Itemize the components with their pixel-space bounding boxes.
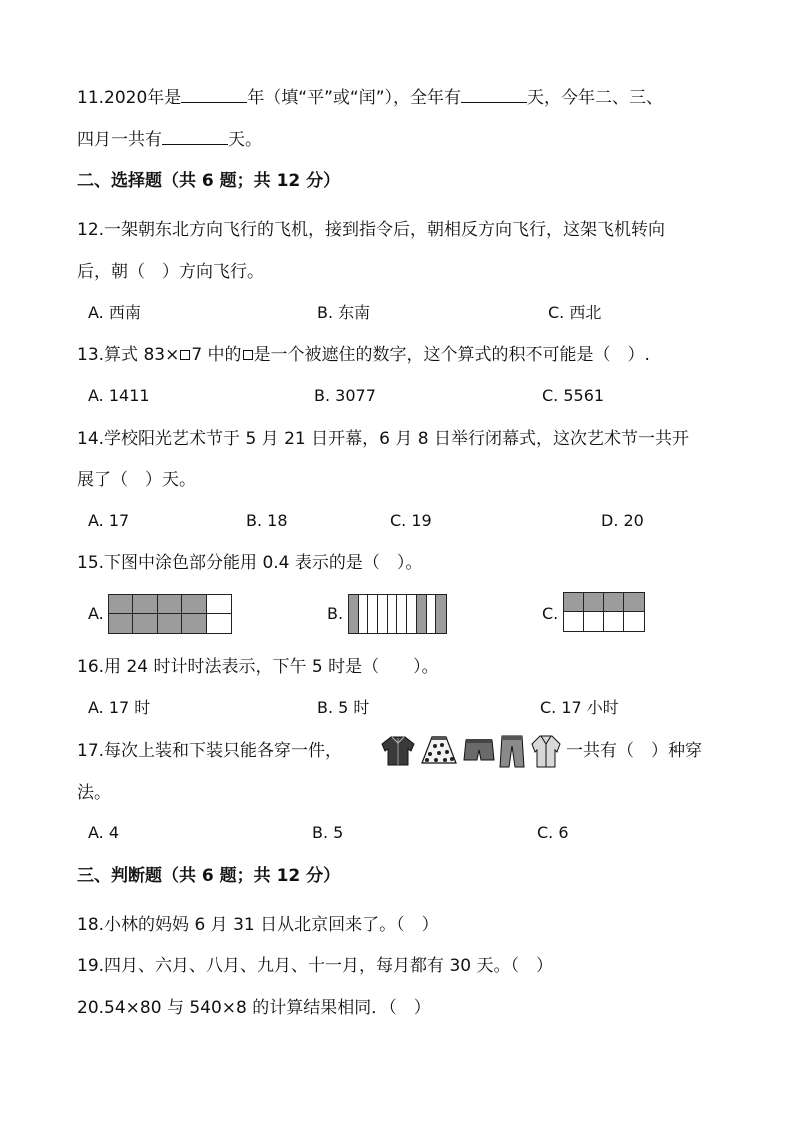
shaded-cell: [109, 614, 133, 633]
q20-line: 20.54×80 与 540×8 的计算结果相同．（ ）: [77, 998, 431, 1018]
q15-label-c[interactable]: C.: [542, 604, 559, 623]
q19-line: 19.四月、六月、八月、九月、十一月，每月都有 30 天。（ ）: [77, 956, 553, 976]
shaded-cell: [564, 593, 584, 612]
q13-text-1: 13.算式 83×: [77, 345, 180, 365]
q14-option-a[interactable]: A. 17: [88, 511, 130, 530]
q17-option-b[interactable]: B. 5: [312, 823, 344, 842]
coat-icon: [530, 734, 562, 768]
shaded-cell: [349, 595, 359, 633]
q18-line: 18.小林的妈妈 6 月 31 日从北京回来了。（ ）: [77, 915, 439, 935]
shaded-cell: [584, 593, 604, 612]
q14-option-c[interactable]: C. 19: [390, 511, 432, 530]
q13-option-a[interactable]: A. 1411: [88, 386, 150, 405]
shaded-cell: [158, 614, 182, 633]
q16-option-b[interactable]: B. 5 时: [317, 698, 370, 717]
q11-blank-1[interactable]: [181, 86, 247, 103]
q17-line1-left: 17.每次上装和下装只能各穿一件，: [77, 741, 343, 761]
shaded-cell: [133, 614, 157, 633]
q13-option-b[interactable]: B. 3077: [314, 386, 376, 405]
q14-line1: 14.学校阳光艺术节于 5 月 21 日开幕，6 月 8 日举行闭幕式，这次艺术节一共开: [77, 429, 689, 449]
q11-text-5: 天。: [228, 130, 262, 150]
grid-cell: [564, 612, 584, 631]
q16-option-c[interactable]: C. 17 小时: [540, 698, 619, 717]
q11-blank-2[interactable]: [461, 86, 527, 103]
grid-cell: [207, 595, 231, 614]
jacket-icon: [380, 734, 416, 766]
q17-line1-right: 一共有（ ）种穿: [566, 741, 702, 761]
q13-option-c[interactable]: C. 5561: [542, 386, 605, 405]
q16-option-a[interactable]: A. 17 时: [88, 698, 151, 717]
q11-text-4: 四月一共有: [77, 130, 162, 150]
q15-grid-c[interactable]: [563, 592, 645, 632]
q15-label-a[interactable]: A.: [88, 604, 104, 623]
grid-cell: [624, 612, 644, 631]
q12-option-b[interactable]: B. 东南: [317, 303, 371, 322]
q14-option-d[interactable]: D. 20: [601, 511, 644, 530]
shaded-cell: [109, 595, 133, 614]
section-heading-choice: 二、选择题（共 6 题；共 12 分）: [77, 171, 341, 191]
shaded-cell: [417, 595, 427, 633]
hidden-digit-box: [180, 350, 190, 360]
q11-text-1: 11.2020年是: [77, 88, 182, 108]
q13-text-2: 7 中的: [191, 345, 242, 365]
q17-option-a[interactable]: A. 4: [88, 823, 120, 842]
shaded-cell: [182, 614, 206, 633]
q16-line1: 16.用 24 时计时法表示，下午 5 时是（ ）。: [77, 657, 439, 677]
q17-option-c[interactable]: C. 6: [537, 823, 569, 842]
q14-option-b[interactable]: B. 18: [246, 511, 288, 530]
q15-grid-a[interactable]: [108, 594, 232, 634]
trousers-icon: [498, 734, 526, 768]
shaded-cell: [604, 593, 624, 612]
shaded-cell: [182, 595, 206, 614]
q12-line2: 后，朝（ ）方向飞行。: [77, 262, 264, 282]
q15-grid-b[interactable]: [348, 594, 447, 634]
grid-cell: [207, 614, 231, 633]
q11-text-2: 年（填“平”或“闰”），全年有: [247, 88, 462, 108]
grid-cell: [584, 612, 604, 631]
q15-label-b[interactable]: B.: [327, 604, 344, 623]
q11-line2: [77, 128, 262, 151]
q14-line2: 展了（ ）天。: [77, 470, 196, 490]
q12-option-a[interactable]: A. 西南: [88, 303, 141, 322]
grid-cell: [427, 595, 437, 633]
q13-line1: [77, 344, 650, 366]
shaded-cell: [158, 595, 182, 614]
q12-option-c[interactable]: C. 西北: [548, 303, 602, 322]
q13-text-3: 是一个被遮住的数字，这个算式的积不可能是（ ）.: [253, 345, 650, 365]
grid-cell: [368, 595, 378, 633]
grid-cell: [378, 595, 388, 633]
hidden-digit-box-2: [243, 350, 253, 360]
shaded-cell: [133, 595, 157, 614]
grid-cell: [388, 595, 398, 633]
q11-line1: [77, 86, 663, 109]
q17-line2: 法。: [77, 783, 111, 803]
shorts-icon: [462, 734, 496, 766]
grid-cell: [397, 595, 407, 633]
shaded-cell: [436, 595, 446, 633]
section-heading-judgment: 三、判断题（共 6 题；共 12 分）: [77, 866, 341, 886]
q11-text-3: 天，今年二、三、: [527, 88, 664, 108]
grid-cell: [407, 595, 417, 633]
q11-blank-3[interactable]: [162, 128, 228, 145]
grid-cell: [359, 595, 369, 633]
grid-cell: [604, 612, 624, 631]
shaded-cell: [624, 593, 644, 612]
q15-line1: 15.下图中涂色部分能用 0.4 表示的是（ ）。: [77, 553, 423, 573]
q12-line1: 12.一架朝东北方向飞行的飞机，接到指令后，朝相反方向飞行，这架飞机转向: [77, 220, 666, 240]
polka-skirt-icon: [420, 734, 458, 766]
